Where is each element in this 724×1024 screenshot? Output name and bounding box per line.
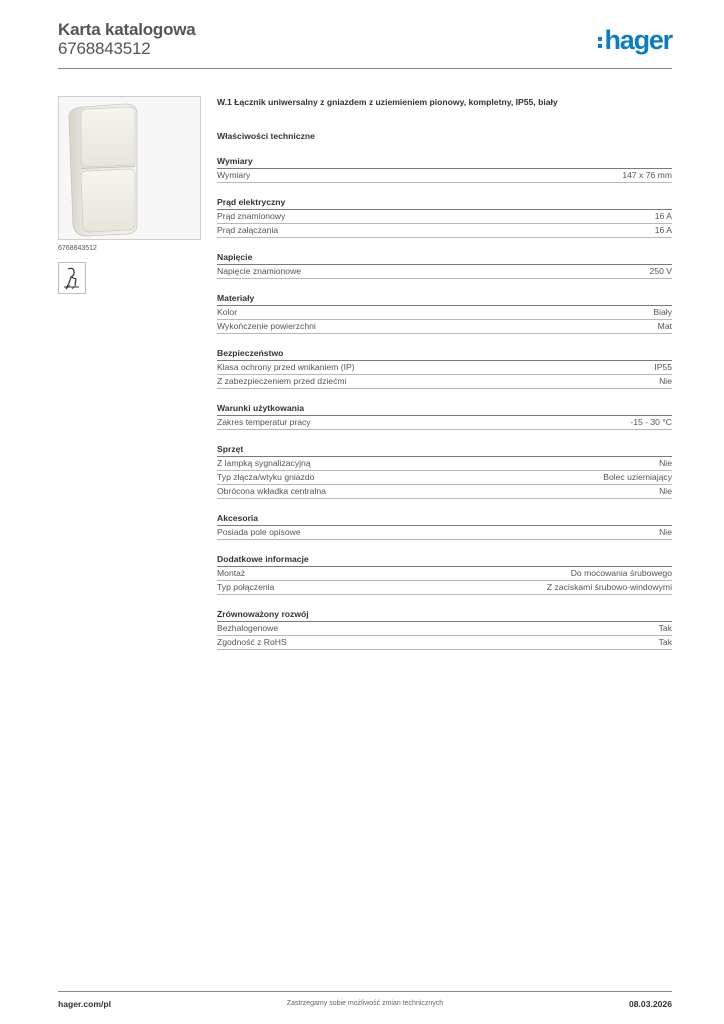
spec-section: [217, 512, 672, 540]
page-footer: [58, 991, 672, 1009]
spec-value: Do mocowania śrubowego: [570, 568, 672, 578]
footer-website: hager.com/pl: [58, 999, 112, 1009]
spec-value: 16 A: [654, 225, 672, 235]
spec-section-title: Materiały: [217, 292, 672, 306]
product-title: W.1 Łącznik uniwersalny z gniazdem z uziemieniem pionowy, kompletny, IP55, biały: [217, 97, 558, 107]
spec-row: [217, 361, 672, 375]
spec-row: [217, 471, 672, 485]
spec-value: Tak: [658, 637, 672, 647]
spec-value: -15 - 30 °C: [630, 417, 672, 427]
spec-value: Nie: [659, 527, 672, 537]
spec-label: Wymiary: [217, 170, 251, 180]
spec-section-title: Zrównoważony rozwój: [217, 608, 672, 622]
spec-section: [217, 443, 672, 499]
page-header: [58, 20, 672, 69]
spec-section: [217, 347, 672, 389]
spec-value: Nie: [659, 376, 672, 386]
spec-value: Nie: [659, 486, 672, 496]
spec-section-title: Bezpieczeństwo: [217, 347, 672, 361]
switch-socket-illustration: [59, 97, 200, 239]
spec-row: [217, 485, 672, 499]
logo-text: hager: [604, 25, 672, 55]
spec-row: [217, 416, 672, 430]
spec-row: [217, 224, 672, 238]
spec-section-title: Napięcie: [217, 251, 672, 265]
spec-sections: [217, 155, 672, 650]
spec-value: 250 V: [649, 266, 672, 276]
product-image: [58, 96, 201, 240]
spec-label: Zakres temperatur pracy: [217, 417, 311, 427]
spec-value: Tak: [658, 623, 672, 633]
spec-row: [217, 265, 672, 279]
spec-section-title: Wymiary: [217, 155, 672, 169]
spec-row: [217, 306, 672, 320]
document-number: 6768843512: [58, 39, 151, 58]
document-title: Karta katalogowa: [58, 20, 196, 39]
spec-label: Napięcie znamionowe: [217, 266, 302, 276]
spec-value: IP55: [654, 362, 672, 372]
spec-value: Mat: [657, 321, 672, 331]
spec-value: Nie: [659, 458, 672, 468]
spec-value: 147 x 76 mm: [622, 170, 672, 180]
spec-label: Posiada pole opisowe: [217, 527, 301, 537]
spec-label: Kolor: [217, 307, 238, 317]
spec-label: Z zabezpieczeniem przed dziećmi: [217, 376, 347, 386]
technical-properties-heading: Właściwości techniczne: [217, 131, 315, 141]
spec-label: Zgodność z RoHS: [217, 637, 287, 647]
spec-label: Z lampką sygnalizacyjną: [217, 458, 311, 468]
spec-label: Typ złącza/wtyku gniazdo: [217, 472, 315, 482]
spec-row: [217, 320, 672, 334]
logo-dots-icon: [598, 37, 602, 48]
spec-label: Wykończenie powierzchni: [217, 321, 316, 331]
spec-row: [217, 636, 672, 650]
spec-row: [217, 622, 672, 636]
spec-content: [217, 96, 672, 650]
spec-section: [217, 608, 672, 650]
spec-row: [217, 581, 672, 595]
spec-section-title: Dodatkowe informacje: [217, 553, 672, 567]
spec-section: [217, 292, 672, 334]
spec-row: [217, 375, 672, 389]
spec-row: [217, 169, 672, 183]
product-image-caption: 6768843512: [58, 245, 97, 252]
spec-section-title: Sprzęt: [217, 443, 672, 457]
footer-disclaimer: Zastrzegamy sobie możliwość zmian technicznych: [286, 1000, 444, 1007]
spec-section: [217, 402, 672, 430]
spec-section-title: Warunki użytkowania: [217, 402, 672, 416]
spec-row: [217, 526, 672, 540]
spec-row: [217, 567, 672, 581]
spec-value: Bolec uziemiający: [603, 472, 672, 482]
spec-section: [217, 155, 672, 183]
spec-value: Biały: [653, 307, 672, 317]
spec-label: Obrócona wkładka centralna: [217, 486, 326, 496]
spec-row: [217, 457, 672, 471]
spec-section-title: Akcesoria: [217, 512, 672, 526]
spec-label: Typ połączenia: [217, 582, 275, 592]
spec-label: Montaż: [217, 568, 246, 578]
spec-label: Prąd znamionowy: [217, 211, 286, 221]
spec-label: Klasa ochrony przed wnikaniem (IP): [217, 362, 355, 372]
spec-label: Bezhalogenowe: [217, 623, 279, 633]
spec-section-title: Prąd elektryczny: [217, 196, 672, 210]
spec-label: Prąd załączania: [217, 225, 279, 235]
spec-value: Z zaciskami śrubowo-windowymi: [546, 582, 672, 592]
spec-section: [217, 196, 672, 238]
hager-logo: [598, 26, 672, 54]
footer-date: 08.03.2026: [628, 999, 672, 1009]
wall-mounting-icon: [58, 262, 86, 294]
spec-section: [217, 553, 672, 595]
spec-value: 16 A: [654, 211, 672, 221]
spec-section: [217, 251, 672, 279]
spec-row: [217, 210, 672, 224]
